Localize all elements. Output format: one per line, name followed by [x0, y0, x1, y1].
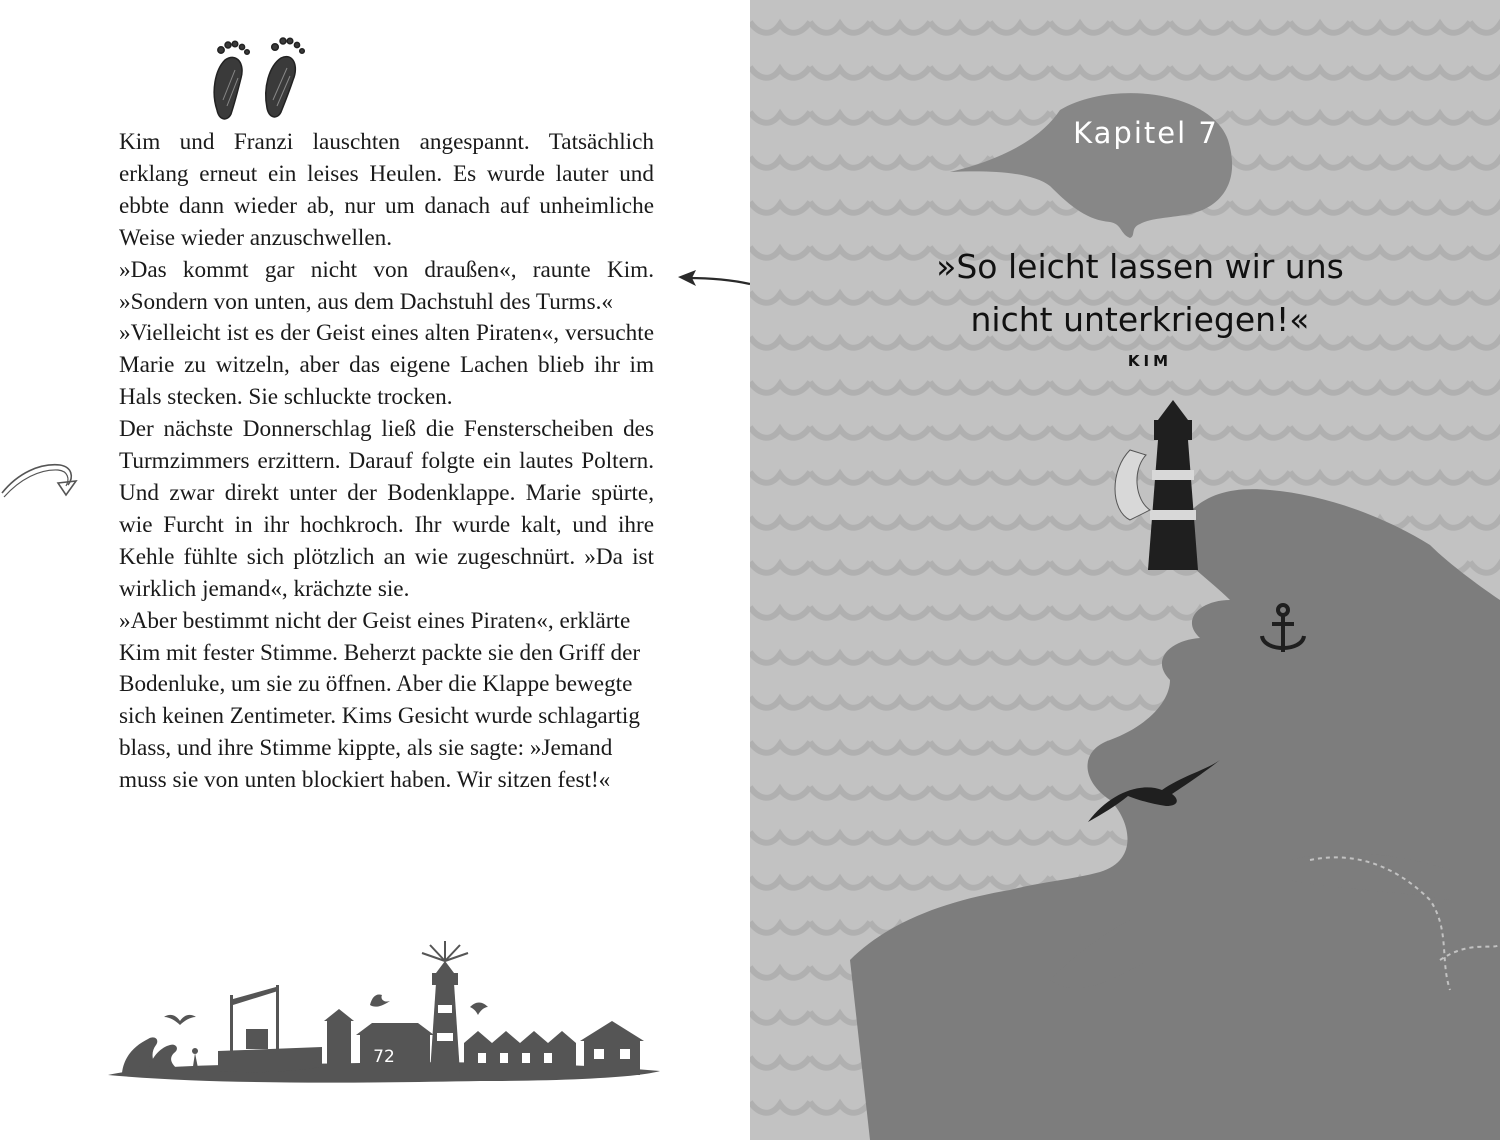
curl-arrow-icon [0, 455, 80, 500]
quote-author: KIM [1127, 352, 1173, 370]
quote-line: »So leicht lassen wir uns [936, 247, 1344, 286]
skyline-illustration [100, 935, 670, 1095]
right-page [750, 0, 1500, 1140]
paragraph: Der nächste Donnerschlag ließ die Fensterscheiben des Turmzimmers erzittern. Darauf folgte ein lautes Poltern. Und zwar direkt unter der Bodenklappe. Marie spürte, wie Furcht in ihr hochkroch. Ihr wurde kalt, und ihre Kehle fühlte sich plötzlich an wie zugeschnürt. »Da ist wirklich jemand«, krächzte sie. [119, 416, 654, 602]
quote-line: nicht unterkriegen!« [970, 300, 1310, 339]
story-text [119, 127, 654, 797]
arrow-left-icon [676, 264, 752, 294]
paragraph: »Vielleicht ist es der Geist eines alten Piraten«, versuchte Marie zu witzeln, aber das eigene Lachen blieb ihr im Hals stecken. Sie schluckte trocken. [119, 320, 654, 411]
chapter-illustration [750, 0, 1500, 1140]
page-number: 72 [373, 1047, 395, 1067]
chapter-quote [820, 240, 1460, 346]
paragraph: Kim und Franzi lauschten angespannt. Tatsächlich erklang erneut ein leises Heulen. Es wurde lauter und ebbte dann wieder ab, nur um danach auf unheimliche Weise wieder anzuschwellen. [119, 129, 654, 251]
footprints-icon [205, 30, 325, 120]
paragraph: »Das kommt gar nicht von draußen«, raunte Kim. »Sondern von unten, aus dem Dachstuhl des Turms.« [119, 256, 654, 315]
chapter-label: Kapitel 7 [1073, 116, 1219, 150]
paragraph: »Aber bestimmt nicht der Geist eines Piraten«, erklärte Kim mit fester Stimme. Beherzt packte sie den Griff der Bodenluke, um sie zu öffnen. Aber die Klappe bewegte sich keinen Zentimeter. Kims Gesicht wurde schlagartig blass, und ihre Stimme kippte, als sie sagte: »Jemand muss sie von unten blockiert haben. Wir sitzen fest!« [119, 607, 641, 794]
